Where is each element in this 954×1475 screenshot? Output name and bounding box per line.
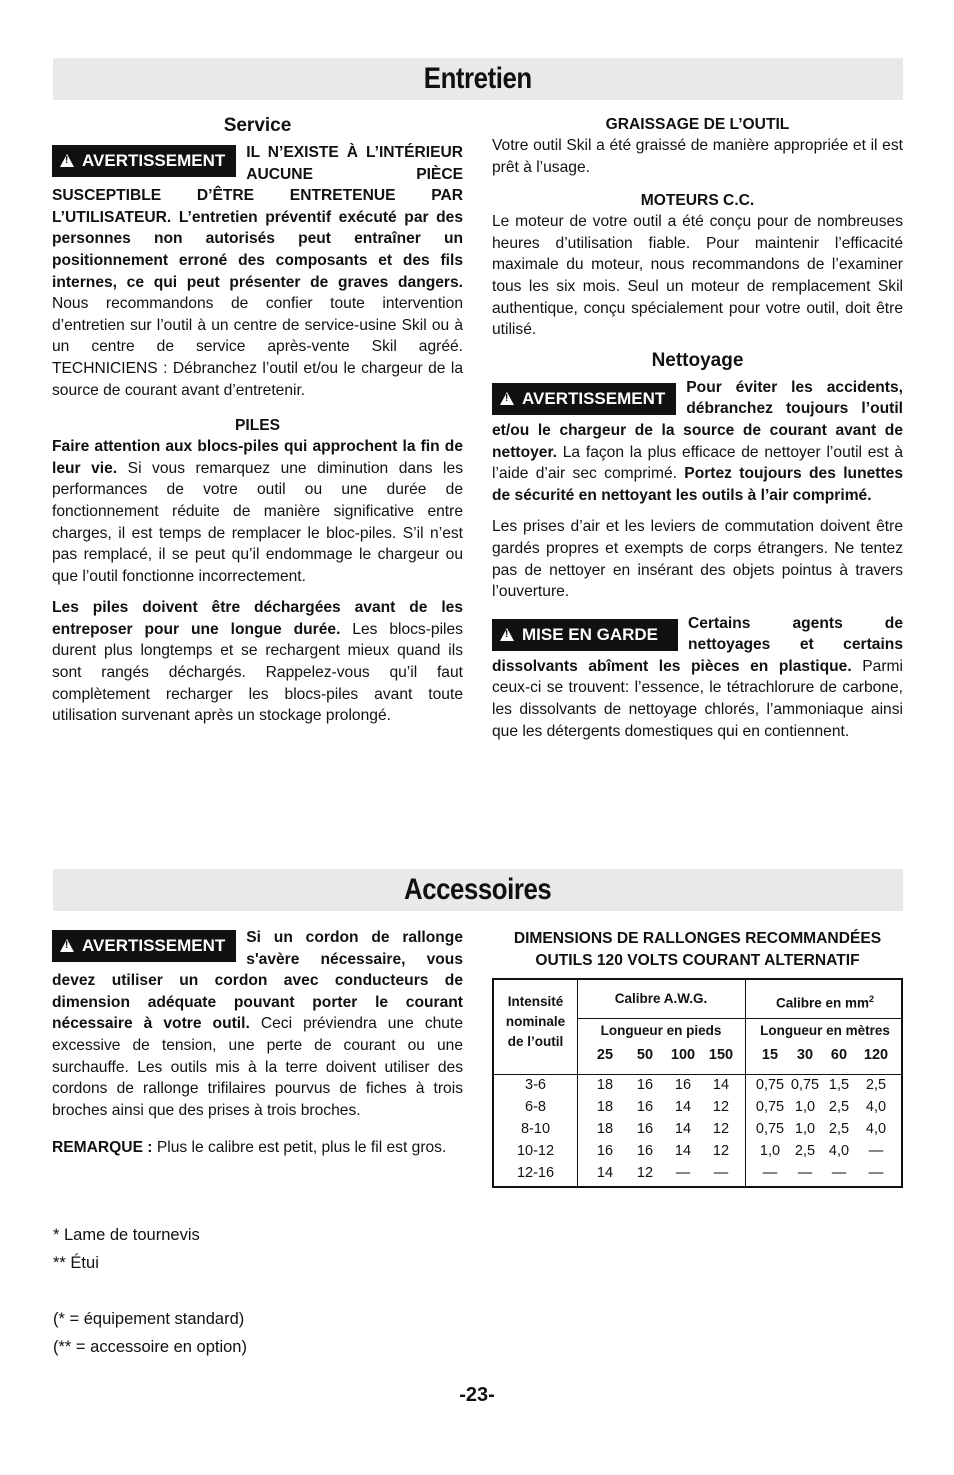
section-title-entretien: Entretien	[53, 58, 903, 100]
table-divider	[577, 1018, 901, 1019]
awg-cell: —	[675, 1165, 691, 1181]
awg-cell: 16	[636, 1077, 654, 1093]
maintenance-column	[492, 114, 903, 742]
accessory-item: ** Étui	[53, 1254, 99, 1272]
service-body-text: Nous recommandons de confier toute intervention d’entretien sur l’outil à un centre de service-usine Skil ou à un centre de service après-vente Skil agréé. TECHNICIENS : Débranchez l’outil et/ou le chargeur de la source de courant avant d’entretenir.	[52, 295, 463, 399]
feet-header: Longueur en pieds	[600, 1023, 722, 1038]
mm-cell: 1,0	[759, 1143, 781, 1159]
service-warning-badge: !AVERTISSEMENT	[52, 145, 236, 177]
accessoires-warning-column	[52, 927, 463, 1159]
feet-column-header: 50	[636, 1047, 654, 1063]
service-warning-text: IL N’EXISTE À L’INTÉRIEUR AUCUNE PIÈCE SUSCEPTIBLE D’ÊTRE ENTRETENUE PAR L’UTILISATEUR. L’entretien préventif exécuté par des personnes non autorisés peut entraîner un positionnement erroné des composants et des fils internes, ce qui peut présenter de graves dangers.	[52, 144, 463, 291]
meter-column-header: 30	[796, 1047, 814, 1063]
accessoires-warning-badge: !AVERTISSEMENT	[52, 930, 236, 962]
meter-column-header: 120	[863, 1047, 889, 1063]
awg-cell: 12	[636, 1165, 654, 1181]
legend-item: (* = équipement standard)	[53, 1310, 245, 1328]
mm-cell: 4,0	[828, 1143, 850, 1159]
awg-cell: 14	[674, 1143, 692, 1159]
awg-cell: 16	[596, 1143, 614, 1159]
service-paragraph	[52, 142, 463, 401]
mm-cell: 4,0	[865, 1099, 887, 1115]
accessory-item: * Lame de tournevis	[53, 1226, 200, 1244]
amperage-cell: 12-16	[516, 1165, 555, 1181]
feet-column-header: 150	[708, 1047, 734, 1063]
mm-cell: —	[762, 1165, 778, 1181]
amperage-header: Intensité nominale de l’outil	[505, 994, 566, 1049]
awg-cell: 16	[636, 1143, 654, 1159]
awg-cell: 18	[596, 1077, 614, 1093]
meters-header: Longueur en mètres	[760, 1023, 890, 1038]
meter-column-header: 60	[830, 1047, 848, 1063]
awg-cell: 14	[674, 1099, 692, 1115]
moteurs-heading: MOTEURS C.C.	[640, 192, 755, 210]
page-number: -23-	[459, 1384, 495, 1406]
amperage-cell: 3-6	[525, 1077, 546, 1093]
mm-cell: 4,0	[865, 1121, 887, 1137]
nettoyage-caution-paragraph: !MISE EN GARDE Certains agents de nettoyages et certains dissolvants abîment les pièces en plastique. Parmi ceux-ci se trouvent: l’essence, le tétrachlorure de carbone, les dissolvants de nettoyage chlorés, l’ammoniaque ainsi que les détergents domestiques qui en contiennent.	[492, 613, 903, 743]
awg-cell: 16	[674, 1077, 692, 1093]
mm-cell: 1,0	[794, 1121, 816, 1137]
mm-cell: 0,75	[755, 1121, 785, 1137]
piles-paragraph-1: Faire attention aux blocs-piles qui approchent la fin de leur vie. Si vous remarquez une diminution dans les performances de votre outil ou une durée de fonctionnement réduite de manière significative entre charges, il est temps de remplacer le bloc-piles. S’il n’est pas remplacé, il se peut qu’il endommage le chargeur ou que l’outil fonctionne incorrectement.	[52, 438, 463, 585]
awg-cell: 12	[712, 1121, 730, 1137]
nettoyage-paragraph-2: Les prises d’air et les leviers de commutation doivent être gardés propres et exempts de corps étrangers. Ne tentez pas de nettoyer en insérant des objets pointus à travers l’ouverture.	[492, 518, 903, 601]
table-title-line-1: DIMENSIONS DE RALLONGES RECOMMANDÉES	[513, 930, 882, 947]
awg-cell: 18	[596, 1099, 614, 1115]
warning-triangle-icon	[500, 392, 514, 405]
mm-cell: —	[868, 1143, 884, 1159]
mm-cell: —	[831, 1165, 847, 1181]
awg-cell: 14	[674, 1121, 692, 1137]
warning-triangle-icon	[500, 628, 514, 641]
mm-cell: —	[797, 1165, 813, 1181]
meter-column-header: 15	[761, 1047, 779, 1063]
amperage-cell: 10-12	[516, 1143, 555, 1159]
awg-cell: 12	[712, 1143, 730, 1159]
remark-paragraph: REMARQUE : Plus le calibre est petit, plus le fil est gros.	[52, 1139, 447, 1157]
mm-cell: 2,5	[865, 1077, 887, 1093]
nettoyage-warning-badge: !AVERTISSEMENT	[492, 383, 676, 415]
feet-column-header: 100	[670, 1047, 696, 1063]
mm-cell: —	[868, 1165, 884, 1181]
mm-cell: 0,75	[790, 1077, 820, 1093]
awg-cell: 14	[596, 1165, 614, 1181]
mm-header: Calibre en $mm^2$	[775, 994, 875, 1011]
service-heading: Service	[223, 115, 292, 136]
graissage-heading: GRAISSAGE DE L’OUTIL	[605, 116, 790, 133]
awg-cell: 14	[712, 1077, 730, 1093]
mm-cell: 2,5	[794, 1143, 816, 1159]
mm-cell: 0,75	[755, 1077, 785, 1093]
awg-cell: —	[713, 1165, 729, 1181]
caution-badge: !MISE EN GARDE	[492, 619, 678, 651]
awg-cell: 12	[712, 1099, 730, 1115]
piles-heading: PILES	[234, 417, 281, 435]
mm-cell: 1,5	[828, 1077, 850, 1093]
amperage-cell: 6-8	[525, 1099, 546, 1115]
nettoyage-heading: Nettoyage	[651, 349, 744, 371]
mm-cell: 0,75	[755, 1099, 785, 1115]
accessoires-warning-paragraph: !AVERTISSEMENT Si un cordon de rallonge s'avère nécessaire, vous devez utiliser un cordon avec conducteurs de dimension adéquate pouvant porter le courant nécessaire à votre outil. Ceci préviendra une chute excessive de tension, une perte de courant ou une surchauffe. Les outils mis à la terre doivent utiliser des cordons de rallonge trifilaires pourvus de fiches à trois broches ainsi que des prises à trois broches.	[52, 927, 463, 1121]
graissage-text: Votre outil Skil a été graissé de manière appropriée et il est prêt à l’usage.	[492, 137, 903, 176]
table-divider	[577, 980, 578, 1186]
section-title-accessoires: Accessoires	[53, 869, 903, 911]
awg-cell: 16	[636, 1121, 654, 1137]
feet-column-header: 25	[596, 1047, 614, 1063]
table-title-line-2: OUTILS 120 VOLTS COURANT ALTERNATIF	[535, 952, 860, 969]
service-column	[52, 114, 463, 727]
legend-item: (** = accessoire en option)	[53, 1338, 247, 1356]
mm-cell: 1,0	[794, 1099, 816, 1115]
mm-cell: 2,5	[828, 1099, 850, 1115]
awg-header: Calibre A.W.G.	[614, 991, 708, 1006]
piles-paragraph-2: Les piles doivent être déchargées avant de les entreposer pour une longue durée. Les blocs-piles durent plus longtemps et se rechargent mieux quand ils sont rangés déchargés. Rappelez-vous qu’il faut complètement recharger les blocs-piles avant toute utilisation survenant après un stockage prolongé.	[52, 599, 463, 725]
amperage-cell: 8-10	[520, 1121, 551, 1137]
warning-triangle-icon	[60, 154, 74, 167]
moteurs-text: Le moteur de votre outil a été conçu pour de nombreuses heures d’utilisation fiable. Pour maintenir l’efficacité maximale du moteur, nous recommandons de l’examiner tous les six mois. Seul un moteur de remplacement Skil authentique, conçu spécialement pour votre outil, doit être utilisé.	[492, 213, 903, 339]
nettoyage-paragraph-1: !AVERTISSEMENT Pour éviter les accidents, débranchez toujours l’outil et/ou le chargeur de la source de courant avant de nettoyer. La façon la plus efficace de nettoyer l’outil est à l’aide d’air sec comprimé. Portez toujours des lunettes de sécurité en nettoyant les outils à l’air comprimé.	[492, 377, 903, 507]
mm-cell: 2,5	[828, 1121, 850, 1137]
awg-cell: 16	[636, 1099, 654, 1115]
extension-cord-table	[492, 978, 903, 1188]
awg-cell: 18	[596, 1121, 614, 1137]
warning-triangle-icon	[60, 939, 74, 952]
